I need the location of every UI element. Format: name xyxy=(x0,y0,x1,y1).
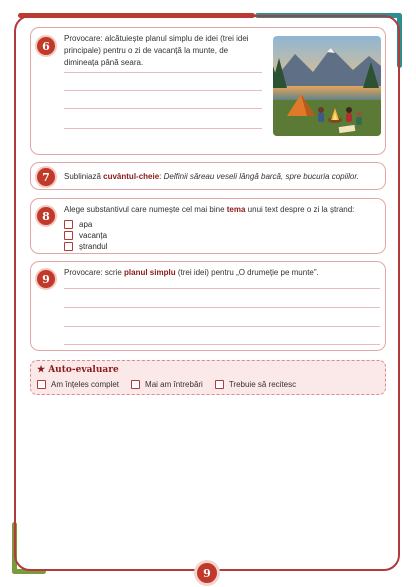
exercise-9-prefix: Provocare: scrie xyxy=(64,268,125,277)
answer-line[interactable] xyxy=(64,72,262,73)
answer-line[interactable] xyxy=(64,288,380,289)
camping-illustration xyxy=(273,36,381,136)
exercise-6-line-1: Provocare: alcătuiește planul simplu de idei (trei idei xyxy=(64,34,249,43)
answer-line[interactable] xyxy=(64,128,262,129)
self-evaluation-box xyxy=(30,360,386,395)
exercise-8-keyword: tema xyxy=(226,205,246,214)
exercise-6-line-2: principale) pentru o zi de vacanță la munte, de xyxy=(64,46,229,55)
answer-line[interactable] xyxy=(64,326,380,327)
exercise-7-sentence[interactable]: Delfinii săreau veseli lângă barcă, spre bucuria copiilor. xyxy=(163,172,359,181)
exercise-6-text xyxy=(64,33,249,69)
checkbox[interactable] xyxy=(37,380,46,389)
checkbox[interactable] xyxy=(64,242,73,251)
exercise-9-keyword: planul simplu xyxy=(124,268,176,277)
answer-line[interactable] xyxy=(64,90,262,91)
option-apa[interactable] xyxy=(64,220,92,229)
exercise-9-card xyxy=(30,261,386,351)
checkbox[interactable] xyxy=(64,220,73,229)
exercise-9-number: 9 xyxy=(35,268,57,290)
option-label: ștrandul xyxy=(79,242,108,251)
option-label: apa xyxy=(79,220,93,229)
answer-line[interactable] xyxy=(64,307,380,308)
exercise-6-number: 6 xyxy=(35,35,57,57)
self-eval-label: Am înțeles complet xyxy=(51,380,120,389)
exercise-8-card xyxy=(30,198,386,254)
exercise-7-card xyxy=(30,162,386,190)
exercise-7-text xyxy=(64,171,359,183)
answer-line[interactable] xyxy=(64,344,380,345)
self-eval-label: Mai am întrebări xyxy=(145,380,203,389)
checkbox[interactable] xyxy=(215,380,224,389)
exercise-8-text xyxy=(64,204,354,216)
self-eval-option-reread[interactable] xyxy=(215,380,296,389)
exercise-7-prefix: Subliniază xyxy=(64,172,104,181)
self-eval-label: Trebuie să recitesc xyxy=(228,380,297,389)
exercise-9-suffix: (trei idei) pentru „O drumeție pe munte”. xyxy=(175,268,319,277)
exercise-8-number: 8 xyxy=(35,205,57,227)
exercise-6-card xyxy=(30,27,386,155)
option-strandul[interactable] xyxy=(64,242,107,251)
exercise-9-text xyxy=(64,267,319,279)
self-eval-option-questions[interactable] xyxy=(131,380,203,389)
exercise-7-keyword: cuvântul-cheie xyxy=(103,172,160,181)
option-label: vacanța xyxy=(79,231,108,240)
exercise-8-prefix: Alege substantivul care numește cel mai bine xyxy=(64,205,227,214)
answer-line[interactable] xyxy=(64,108,262,109)
option-vacanta[interactable] xyxy=(64,231,107,240)
exercise-8-suffix: unui text despre o zi la ștrand: xyxy=(245,205,355,214)
self-evaluation-title: ★ Auto-evaluare xyxy=(37,365,119,375)
self-evaluation-options xyxy=(37,380,296,389)
checkbox[interactable] xyxy=(131,380,140,389)
checkbox[interactable] xyxy=(64,231,73,240)
exercise-7-colon: : xyxy=(159,172,164,181)
exercise-6-line-3: dimineața până seara. xyxy=(64,58,144,67)
exercise-7-number: 7 xyxy=(35,166,57,188)
self-eval-option-complete[interactable] xyxy=(37,380,119,389)
page-number: 9 xyxy=(194,560,220,586)
